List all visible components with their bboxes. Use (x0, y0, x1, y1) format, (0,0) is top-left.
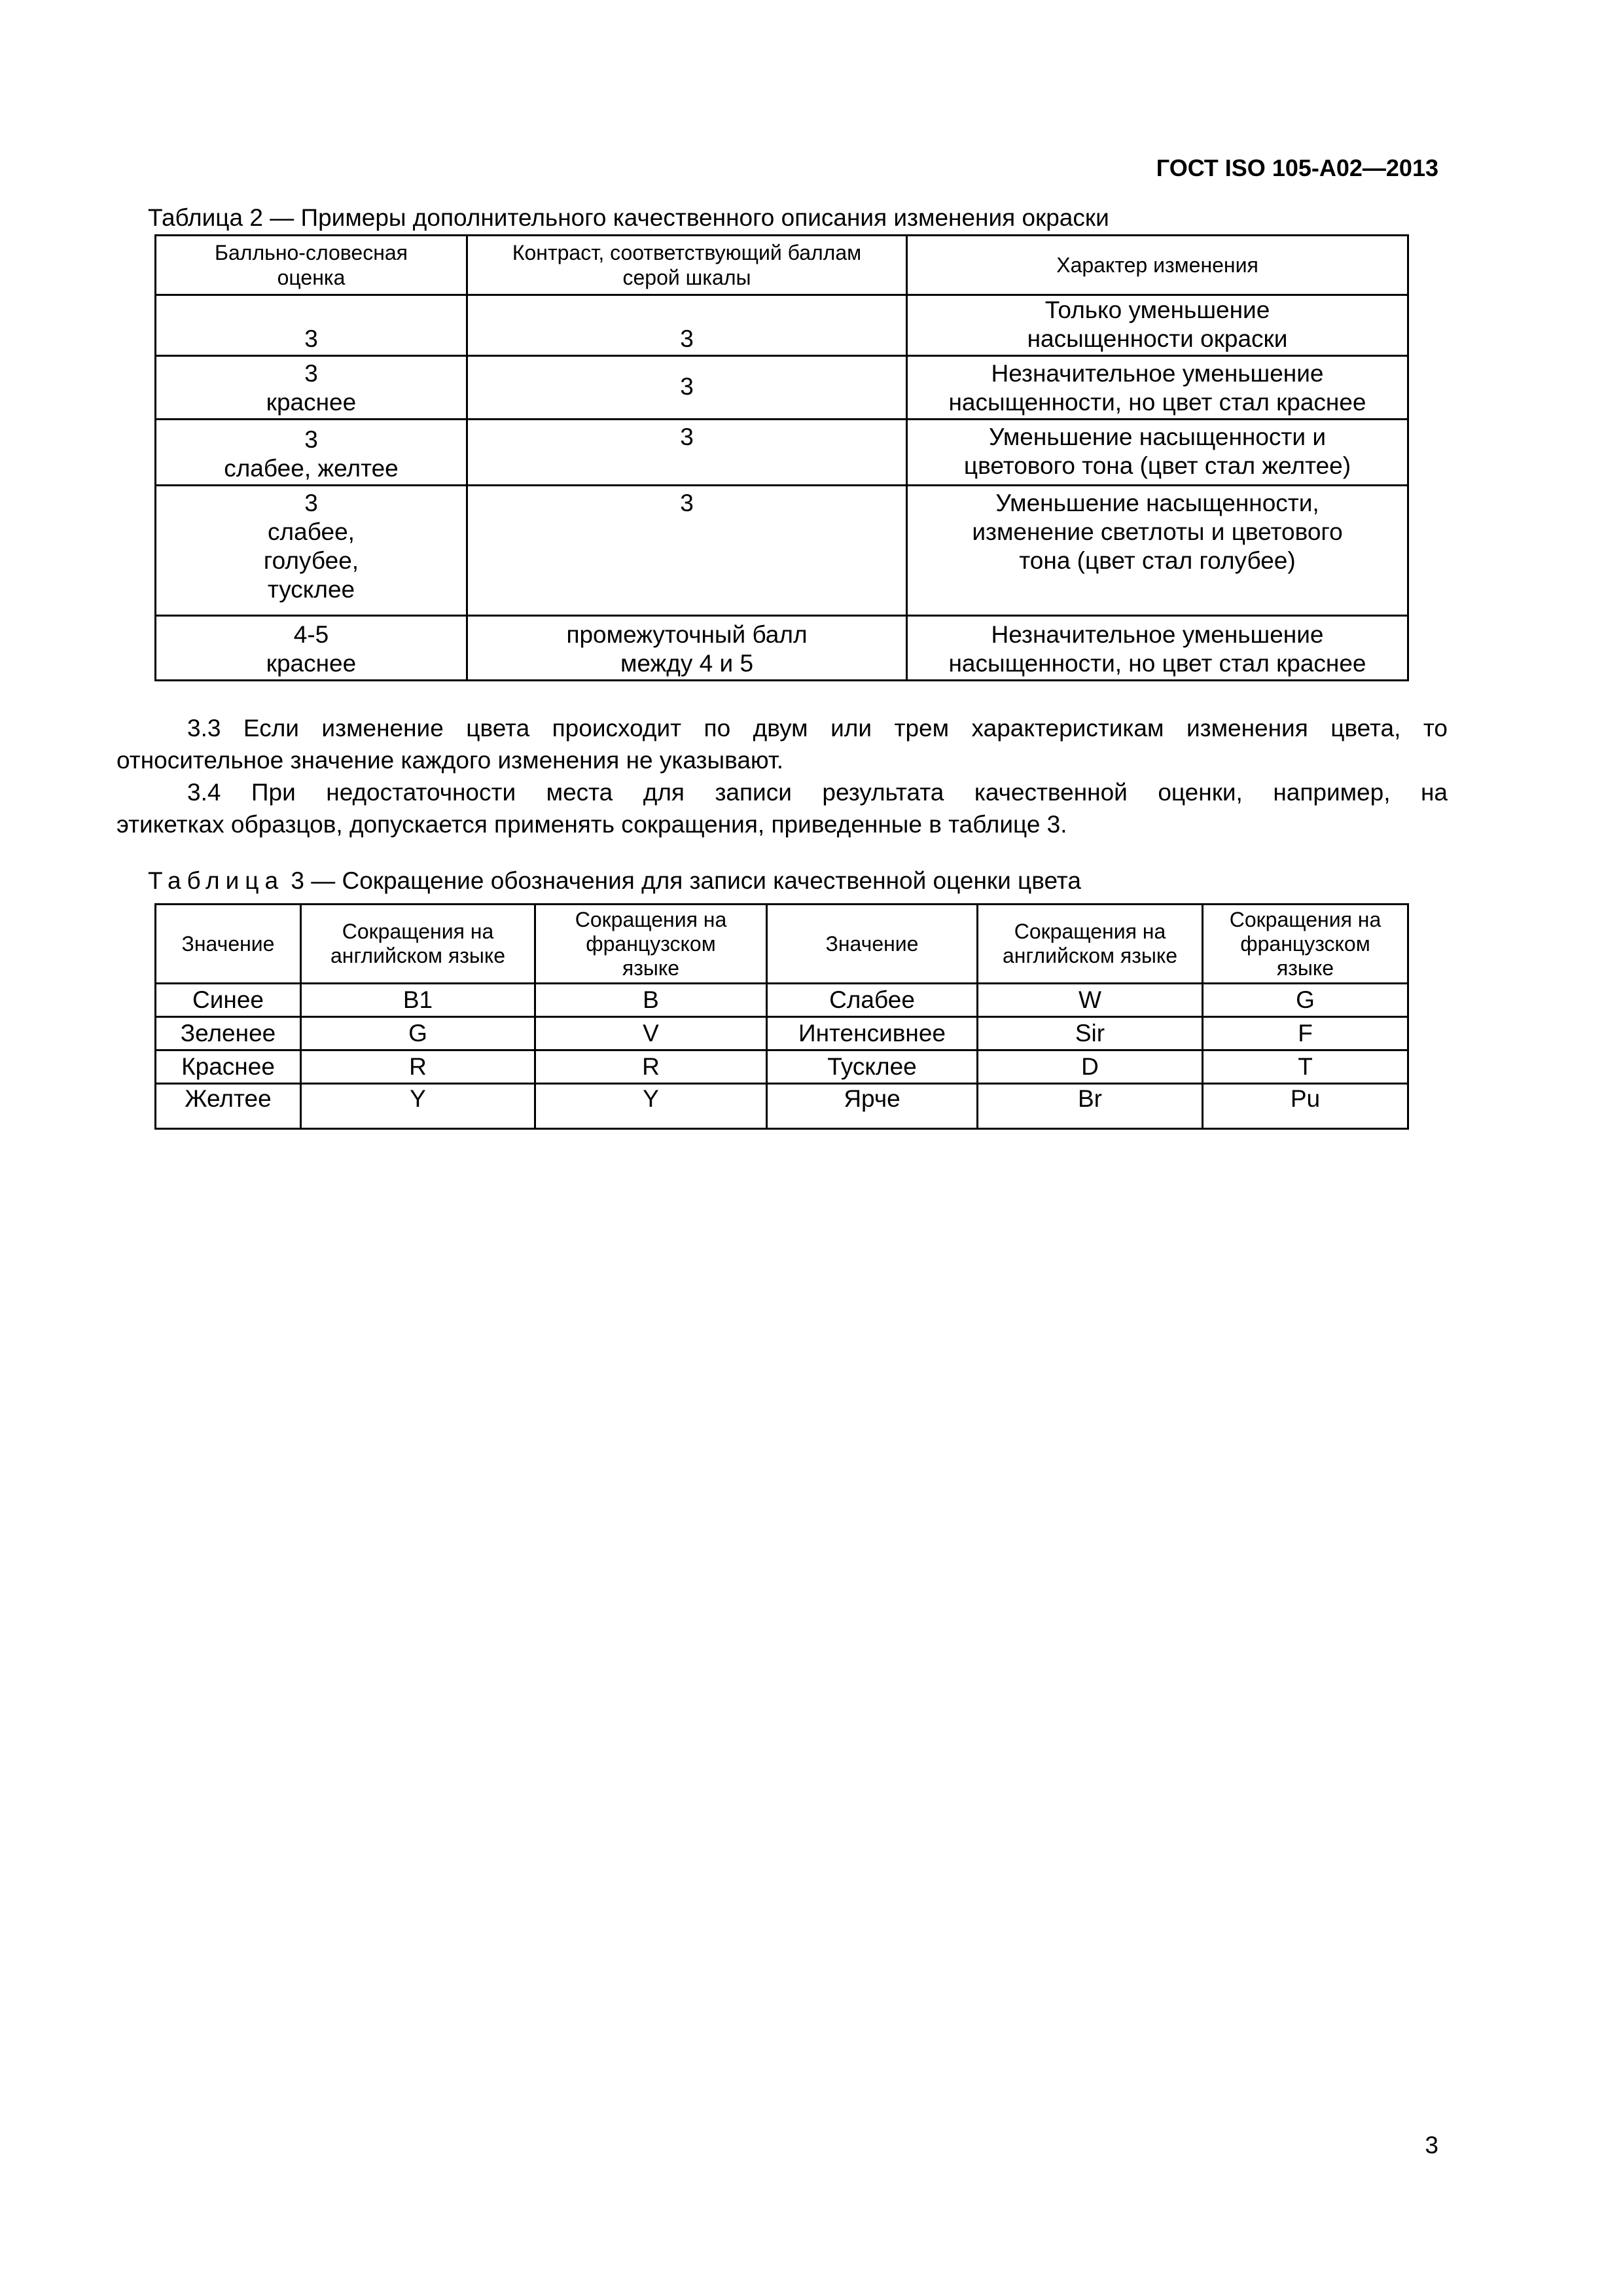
table-cell: G (301, 1017, 535, 1050)
table-row (156, 420, 1408, 486)
table-cell (156, 616, 467, 681)
cell-line: насыщенности, но цвет стал краснее (948, 650, 1366, 677)
table-row (156, 984, 1408, 1017)
cell-line: тусклее (267, 576, 355, 603)
table-row (156, 356, 1408, 420)
table-cell: B1 (301, 984, 535, 1017)
table-cell: Тусклее (767, 1050, 978, 1084)
table-cell: Y (301, 1084, 535, 1129)
table-cell (467, 420, 907, 486)
cell-line: цветового тона (цвет стал желтее) (963, 452, 1351, 479)
table-cell: Ярче (767, 1084, 978, 1129)
table2-caption: Таблица 2 — Примеры дополнительного качественного описания изменения окраски (148, 204, 1109, 231)
table3 (154, 903, 1409, 1130)
table3-header-cell (767, 905, 978, 984)
table-cell (156, 356, 467, 420)
paragraph-line: этикетках образцов, допускается применять сокращения, приведенные в таблице 3. (116, 811, 1067, 838)
table-row (156, 1017, 1408, 1050)
cell-line: 3 (304, 325, 318, 352)
table-cell: Pu (1203, 1084, 1408, 1129)
cell-line: слабее, (268, 518, 355, 545)
table3-caption (148, 867, 1081, 895)
table-cell: R (535, 1050, 767, 1084)
paragraph-line: 3.4 При недостаточности места для записи результата качественной оценки, например, на (187, 779, 1448, 806)
cell-line: 4-5 (293, 621, 329, 648)
table2-header-cell (156, 236, 467, 295)
table-cell: Желтее (156, 1084, 301, 1129)
header-line: языке (1276, 956, 1334, 980)
table3-header-cell (978, 905, 1203, 984)
cell-line: 3 (680, 325, 694, 352)
table-cell (156, 420, 467, 486)
header-line: английском языке (330, 944, 506, 967)
header-line: языке (622, 956, 680, 980)
table3-header-row (156, 905, 1408, 984)
table3-header-cell (535, 905, 767, 984)
paragraph-3-3 (116, 712, 1448, 776)
header-line: Сокращения на (575, 907, 727, 931)
table-cell: V (535, 1017, 767, 1050)
table2-header-cell (907, 236, 1408, 295)
header-line: Характер изменения (1056, 253, 1258, 277)
table3-caption-prefix: Таблица (148, 867, 285, 894)
paragraph-line: 3.3 Если изменение цвета происходит по двум или трем характеристикам изменения цвета, то (187, 715, 1448, 742)
header-line: Значение (181, 931, 275, 956)
table-cell: G (1203, 984, 1408, 1017)
cell-line: 3 (304, 360, 318, 387)
table-cell (907, 295, 1408, 356)
cell-line: слабее, желтее (224, 455, 399, 482)
header-line: Сокращения на (342, 920, 494, 943)
table-cell: Слабее (767, 984, 978, 1017)
cell-line: краснее (266, 650, 357, 677)
table3-header-cell (1203, 905, 1408, 984)
table-cell: B (535, 984, 767, 1017)
table3-caption-text: 3 — Сокращение обозначения для записи качественной оценки цвета (284, 867, 1081, 894)
header-line: французском (1240, 931, 1370, 956)
page-number: 3 (1425, 2132, 1438, 2159)
paragraph-line: относительное значение каждого изменения не указывают. (116, 747, 783, 774)
header-line: Балльно-словесная (215, 241, 408, 264)
cell-line: Уменьшение насыщенности и (988, 423, 1326, 450)
cell-line: 3 (680, 373, 694, 400)
header-line: Контраст, соответствующий баллам (512, 241, 862, 264)
cell-line: голубее, (263, 547, 359, 574)
cell-line: 3 (304, 426, 318, 453)
table2-header-cell (467, 236, 907, 295)
table-cell (907, 420, 1408, 486)
table3-header-cell (301, 905, 535, 984)
table-row (156, 486, 1408, 616)
cell-line: 3 (680, 490, 694, 516)
table-cell (467, 356, 907, 420)
document-header: ГОСТ ISO 105-A02—2013 (1156, 154, 1438, 181)
table-cell (467, 486, 907, 616)
header-line: оценка (277, 266, 346, 289)
table-cell (907, 486, 1408, 616)
table-cell: D (978, 1050, 1203, 1084)
table-cell (156, 486, 467, 616)
table3-header-cell (156, 905, 301, 984)
cell-line: краснее (266, 389, 357, 416)
table-cell: Sir (978, 1017, 1203, 1050)
table-cell (467, 616, 907, 681)
paragraph-3-4 (116, 776, 1448, 840)
table-cell (156, 295, 467, 356)
table-cell: Интенсивнее (767, 1017, 978, 1050)
cell-line: Уменьшение насыщенности, (995, 490, 1319, 516)
table-cell: F (1203, 1017, 1408, 1050)
header-line: Сокращения на (1014, 920, 1166, 943)
cell-line: Только уменьшение (1044, 296, 1270, 323)
cell-line: насыщенности, но цвет стал краснее (948, 389, 1366, 416)
header-line: английском языке (1002, 944, 1178, 967)
table-cell (907, 356, 1408, 420)
cell-line: изменение светлоты и цветового (972, 518, 1343, 545)
cell-line: между 4 и 5 (620, 650, 754, 677)
table-cell: T (1203, 1050, 1408, 1084)
cell-line: насыщенности окраски (1027, 325, 1288, 352)
cell-line: 3 (680, 423, 694, 450)
table-cell: R (301, 1050, 535, 1084)
table-cell: Y (535, 1084, 767, 1129)
cell-line: 3 (304, 490, 318, 516)
table-cell (907, 616, 1408, 681)
table2 (154, 234, 1409, 681)
table-cell: W (978, 984, 1203, 1017)
header-line: Сокращения на (1229, 907, 1382, 931)
table-row (156, 1050, 1408, 1084)
table-row (156, 295, 1408, 356)
cell-line: тона (цвет стал голубее) (1019, 547, 1296, 574)
cell-line: промежуточный балл (566, 621, 808, 648)
table-cell: Br (978, 1084, 1203, 1129)
table-row (156, 616, 1408, 681)
table2-header-row (156, 236, 1408, 295)
header-line: серой шкалы (622, 266, 751, 289)
table-cell: Зеленее (156, 1017, 301, 1050)
header-line: французском (586, 931, 716, 956)
table-row (156, 1084, 1408, 1129)
header-line: Значение (825, 931, 919, 956)
table-cell: Краснее (156, 1050, 301, 1084)
table-cell (467, 295, 907, 356)
cell-line: Незначительное уменьшение (991, 621, 1324, 648)
cell-line: Незначительное уменьшение (991, 360, 1324, 387)
table-cell: Синее (156, 984, 301, 1017)
